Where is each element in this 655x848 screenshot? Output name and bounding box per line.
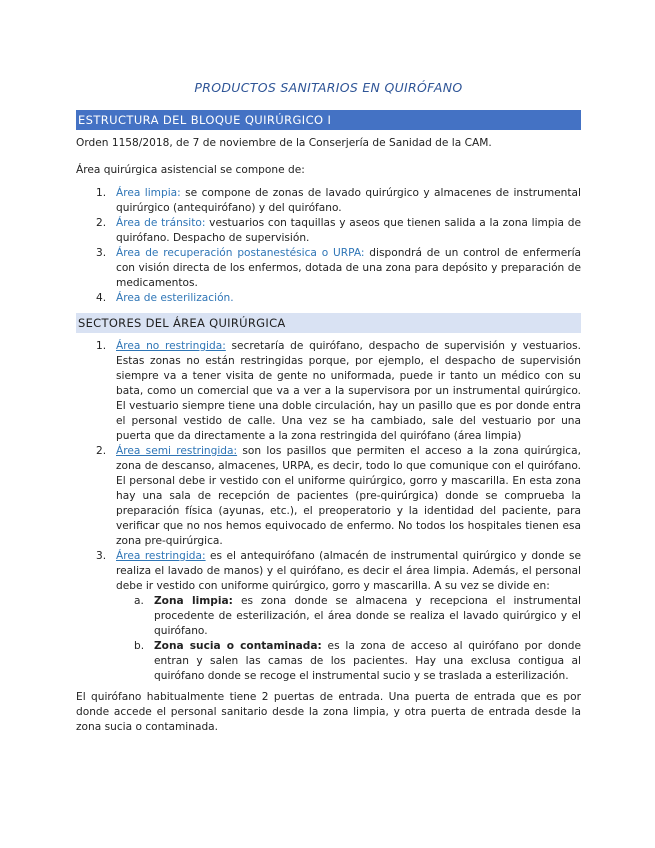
sub-list-item: a. Zona limpia: es zona donde se almacena y recepciona el instrumental procedente de esterilización, el área donde se realiza el lavado quirúrgico y el quirófano. — [134, 595, 581, 637]
intro-paragraph: Área quirúrgica asistencial se compone de: — [76, 164, 305, 176]
list-item: 3. Área restringida: es el antequirófano (almacén de instrumental quirúrgico y donde se realiza el lavado de manos) y el quirófano, es decir el área limpia. Además, el personal debe ir vestido con uniforme quirúrgico, gorro y mascarilla. A su vez se divide en: — [96, 550, 581, 592]
term-zona-sucia: Zona sucia o contaminada: — [154, 640, 322, 652]
list-item: 3. Área de recuperación postanestésica o URPA: dispondrá de un control de enfermería con visión directa de los enfermos, dotada de una zona para depósito y preparación de medicamentos. — [96, 247, 582, 289]
list-item: 1. Área no restringida: secretaría de quirófano, despacho de supervisión y vestuarios. Estas zonas no están restringidas porque, por ejemplo, el despacho de supervisión siempre va a tener visita de gente no uniformada, puede ir tanto un médico con su bata, como un comercial que va a ver a la supervisora por un instrumental quirúrgico. El vestuario siempre tiene una doble circulación, hay un pasillo que es por donde entra el personal vestido de calle. Una vez se ha cambiado, sale del vestuario por una puerta que da directamente a la zona restringida del quirófano (área limpia) — [96, 340, 582, 442]
term-area-restringida: Área restringida: — [116, 550, 206, 562]
term-area-recuperacion: Área de recuperación postanestésica o URPA: — [116, 247, 365, 259]
area-list — [76, 186, 581, 306]
term-area-no-restringida: Área no restringida: — [116, 340, 226, 352]
term-area-esterilizacion: Área de esterilización. — [116, 292, 234, 304]
term-area-limpia: Área limpia: — [116, 187, 181, 199]
list-item: 1. Área limpia: se compone de zonas de lavado quirúrgico y almacenes de instrumental quirúrgico (antequirófano) y del quirófano. — [96, 187, 581, 214]
sector-list — [76, 339, 581, 684]
list-item: 2. Área de tránsito: vestuarios con taquillas y aseos que tienen salida a la zona limpia de quirófano. Despacho de supervisión. — [96, 217, 581, 244]
section-heading-estructura: ESTRUCTURA DEL BLOQUE QUIRÚRGICO I — [76, 110, 581, 130]
closing-paragraph: El quirófano habitualmente tiene 2 puertas de entrada. Una puerta de entrada que es por donde accede el personal sanitario desde la zona limpia, y otra puerta de entrada desde la zona sucia o contaminada. — [76, 691, 581, 733]
term-area-transito: Área de tránsito: — [116, 217, 206, 229]
section-heading-sectores: SECTORES DEL ÁREA QUIRÚRGICA — [76, 313, 581, 333]
term-area-semi-restringida: Área semi restringida: — [116, 445, 238, 457]
list-item: 2. Área semi restringida: son los pasillos que permiten el acceso a la zona quirúrgica, zona de descanso, almacenes, URPA, es decir, todo lo que comunique con el quirófano. El personal debe ir vestido con el uniforme quirúrgico, gorro y mascarilla. En esta zona hay una sala de recepción de pacientes (pre-quirúrgica) donde se comprueba la preparación física (ayunas, etc.), el preoperatorio y la identidad del paciente, para verificar que no nos hemos equivocado de enfermo. No todos los hospitales tienen esa zona pre-quirúrgica. — [96, 445, 581, 547]
term-zona-limpia: Zona limpia: — [154, 595, 233, 607]
sub-list-item: b. Zona sucia o contaminada: es la zona de acceso al quirófano por donde entran y salen las camas de los pacientes. Hay una exclusa contigua al quirófano donde se recoge el instrumental sucio y se traslada a esterilización. — [134, 640, 581, 682]
document-title: PRODUCTOS SANITARIOS EN QUIRÓFANO — [194, 80, 463, 95]
list-item: 4. Área de esterilización. — [96, 292, 234, 304]
order-reference: Orden 1158/2018, de 7 de noviembre de la Conserjería de Sanidad de la CAM. — [76, 137, 492, 149]
